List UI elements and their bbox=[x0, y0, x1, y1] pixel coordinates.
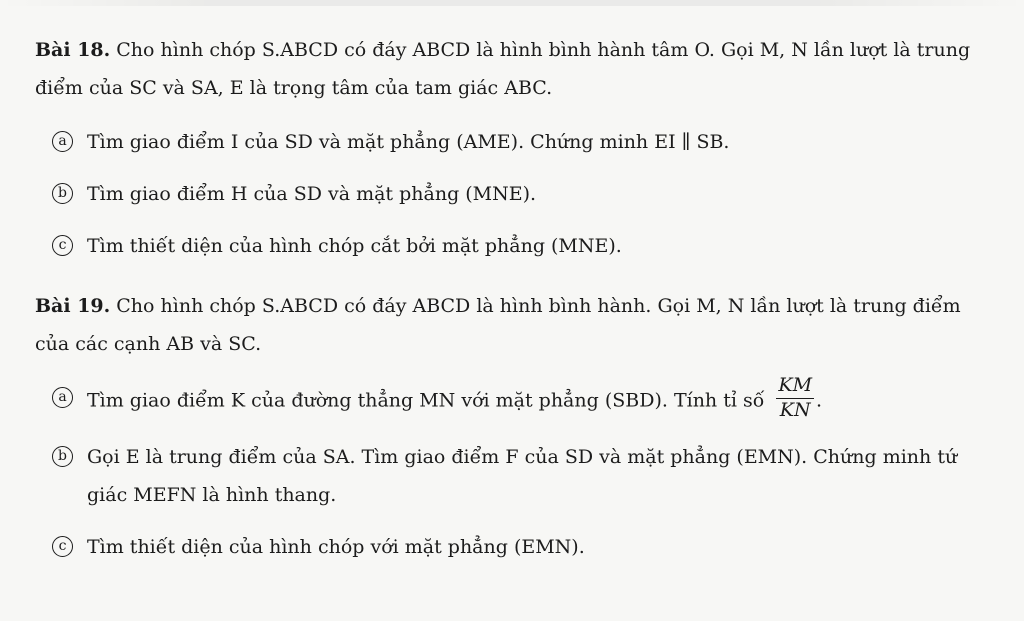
exercise-19-item-b bbox=[52, 438, 985, 514]
item-a-marker-icon: a bbox=[52, 131, 73, 152]
exercise-19-item-a bbox=[52, 374, 985, 424]
ratio-fraction bbox=[776, 376, 814, 421]
fraction-numerator: KM bbox=[776, 376, 814, 399]
fraction-denominator: KN bbox=[779, 398, 811, 421]
exercise-19-heading: Bài 19. bbox=[35, 295, 111, 317]
exercise-18-text: Cho hình chóp S.ABCD có đáy ABCD là hình bình hành tâm O. Gọi M, N lần lượt là trung điểm của SC và SA, E là trọng tâm của tam giác ABC. bbox=[35, 39, 971, 99]
item-c-marker-icon: c bbox=[52, 536, 73, 557]
item-c-marker-icon: c bbox=[52, 235, 73, 256]
item-b-marker-icon: b bbox=[52, 183, 73, 204]
exercise-18-item-c-text: Tìm thiết diện của hình chóp cắt bởi mặt phẳng (MNE). bbox=[87, 235, 622, 257]
exercise-19-item-c-text: Tìm thiết diện của hình chóp với mặt phẳng (EMN). bbox=[87, 535, 585, 558]
exercise-19-text: Cho hình chóp S.ABCD có đáy ABCD là hình bình hành. Gọi M, N lần lượt là trung điểm của các cạnh AB và SC. bbox=[35, 295, 961, 355]
exercise-18 bbox=[35, 31, 985, 265]
exercise-18-item-a-text: Tìm giao điểm I của SD và mặt phẳng (AME). Chứng minh EI ∥ SB. bbox=[87, 131, 730, 153]
document-page bbox=[35, 31, 985, 566]
fraction-period: . bbox=[816, 389, 823, 412]
exercise-19-item-c bbox=[52, 528, 985, 566]
exercise-18-statement bbox=[35, 31, 985, 107]
exercise-19-statement bbox=[35, 287, 985, 363]
exercise-18-item-b bbox=[52, 175, 985, 213]
exercise-19 bbox=[35, 287, 985, 566]
exercise-18-item-c bbox=[52, 227, 985, 265]
exercise-18-item-b-text: Tìm giao điểm H của SD và mặt phẳng (MNE). bbox=[87, 183, 537, 205]
exercise-19-item-a-text-wrap bbox=[87, 374, 985, 424]
exercise-19-item-b-text: Gọi E là trung điểm của SA. Tìm giao điểm F của SD và mặt phẳng (EMN). Chứng minh tứ giác MEFN là hình thang. bbox=[87, 445, 958, 506]
exercise-19-item-a-text: Tìm giao điểm K của đường thẳng MN với mặt phẳng (SBD). Tính tỉ số bbox=[87, 389, 765, 412]
top-edge-shadow bbox=[0, 0, 1024, 6]
item-b-marker-icon: b bbox=[52, 446, 73, 467]
item-a-marker-icon: a bbox=[52, 387, 73, 408]
exercise-18-heading: Bài 18. bbox=[35, 39, 111, 61]
exercise-18-item-a bbox=[52, 123, 985, 161]
